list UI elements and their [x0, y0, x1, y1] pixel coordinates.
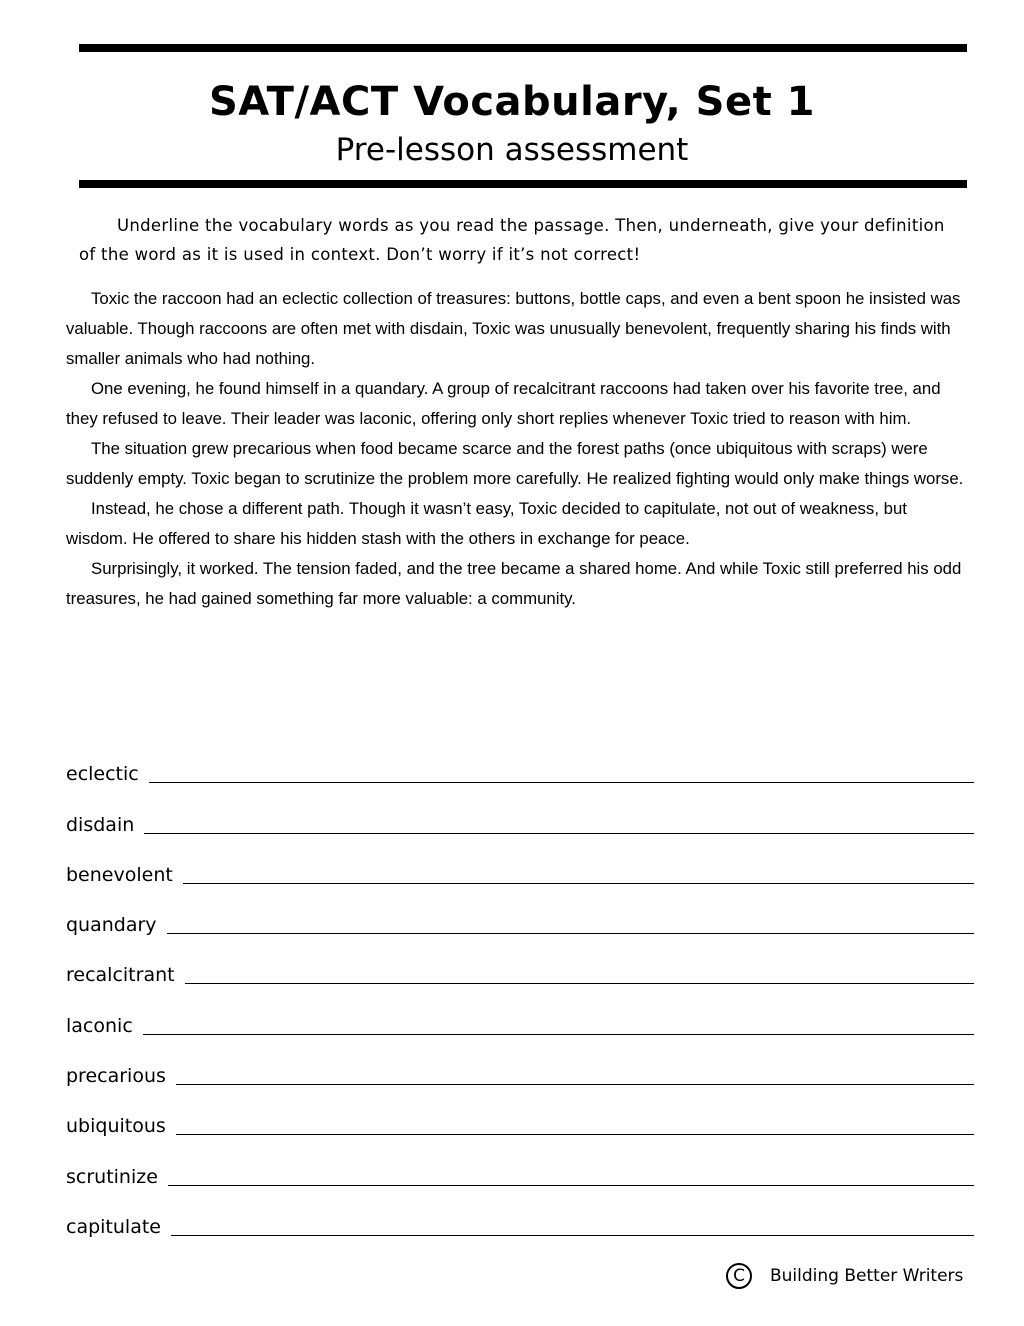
- vocab-word: recalcitrant: [66, 964, 175, 987]
- definition-blank-line[interactable]: [167, 933, 974, 934]
- header-bottom-rule: [79, 180, 967, 188]
- vocab-word: quandary: [66, 914, 157, 937]
- header-top-rule: [79, 44, 967, 52]
- definition-blank-line[interactable]: [176, 1134, 974, 1135]
- copyright-icon: C: [726, 1263, 752, 1289]
- definition-blank-line[interactable]: [143, 1034, 974, 1035]
- vocab-word: laconic: [66, 1014, 133, 1037]
- vocab-word: eclectic: [66, 763, 139, 786]
- vocab-word: ubiquitous: [66, 1115, 166, 1138]
- instructions-text: Underline the vocabulary words as you read the passage. Then, underneath, give your definition of the word as it is used in context. Don’t worry if it’s not correct!: [79, 216, 945, 264]
- page-title: SAT/ACT Vocabulary, Set 1: [209, 79, 815, 125]
- definition-blank-line[interactable]: [176, 1084, 974, 1085]
- definition-blank-line[interactable]: [144, 833, 974, 834]
- vocab-item: [66, 839, 974, 889]
- definition-blank-line[interactable]: [183, 883, 974, 884]
- vocab-word: capitulate: [66, 1215, 161, 1238]
- passage-paragraph: Surprisingly, it worked. The tension faded, and the tree became a shared home. And while Toxic still preferred his odd treasures, he had gained something far more valuable: a community.: [66, 559, 962, 608]
- vocab-word: scrutinize: [66, 1165, 158, 1188]
- footer-text: Building Better Writers: [770, 1266, 964, 1286]
- vocab-item: [66, 939, 974, 989]
- vocab-item: [66, 989, 974, 1039]
- passage-paragraph: Instead, he chose a different path. Though it wasn’t easy, Toxic decided to capitulate, not out of weakness, but wisdom. He offered to share his hidden stash with the others in exchange for peace.: [66, 499, 907, 548]
- vocab-word: precarious: [66, 1065, 166, 1088]
- vocabulary-definition-list: [66, 738, 974, 1241]
- vocab-word: benevolent: [66, 863, 173, 886]
- passage-paragraph: One evening, he found himself in a quandary. A group of recalcitrant raccoons had taken over his favorite tree, and they refused to leave. Their leader was laconic, offering only short replies whenever Toxic tried to reason with him.: [66, 379, 941, 428]
- passage-paragraph: The situation grew precarious when food became scarce and the forest paths (once ubiquitous with scraps) were suddenly empty. Toxic began to scrutinize the problem more carefully. He realized fighting would only make things worse.: [66, 439, 964, 488]
- definition-blank-line[interactable]: [168, 1185, 974, 1186]
- vocab-item: [66, 1191, 974, 1241]
- reading-passage: [66, 284, 972, 614]
- vocab-item: [66, 1140, 974, 1190]
- definition-blank-line[interactable]: [185, 983, 974, 984]
- vocab-item: [66, 1040, 974, 1090]
- vocab-word: disdain: [66, 813, 135, 836]
- footer-credit: [726, 1263, 963, 1289]
- vocab-item: [66, 1090, 974, 1140]
- definition-blank-line[interactable]: [149, 782, 974, 783]
- passage-paragraph: Toxic the raccoon had an eclectic collection of treasures: buttons, bottle caps, and even a bent spoon he insisted was valuable. Though raccoons are often met with disdain, Toxic was unusually benevolent, frequently sharing his finds with smaller animals who had nothing.: [66, 289, 961, 368]
- vocab-item: [66, 738, 974, 788]
- vocab-item: [66, 788, 974, 838]
- definition-blank-line[interactable]: [171, 1235, 974, 1236]
- vocab-item: [66, 889, 974, 939]
- page-subtitle: Pre-lesson assessment: [335, 132, 689, 168]
